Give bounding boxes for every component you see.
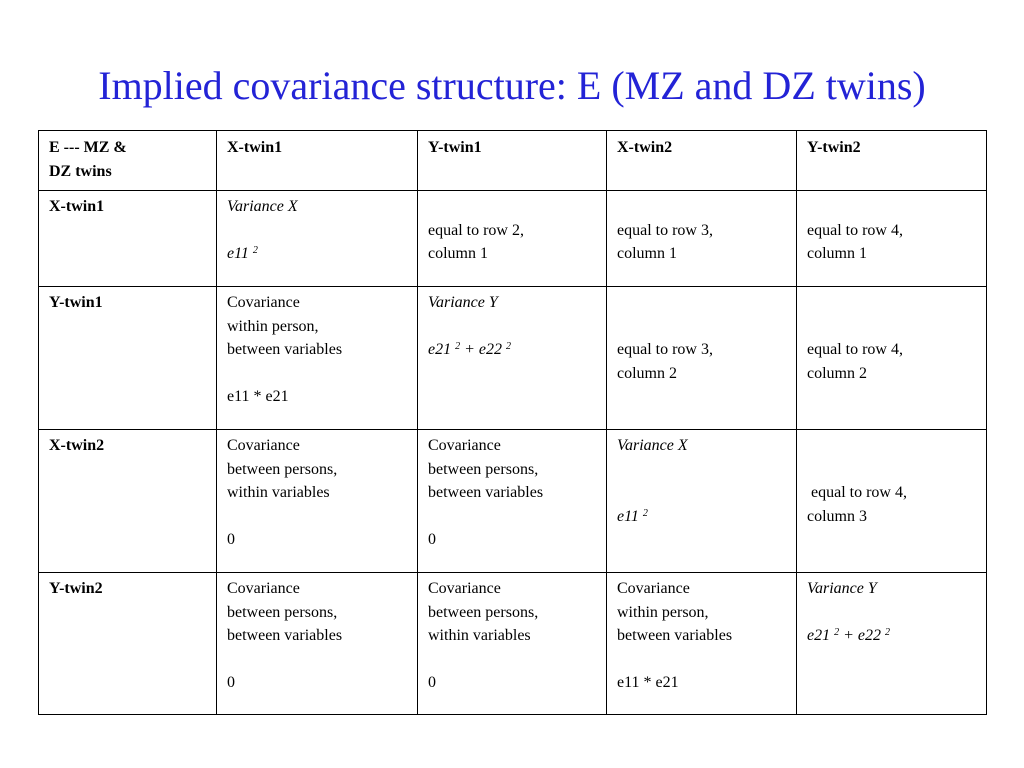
row-header-y-twin2: Y-twin2: [39, 573, 217, 715]
col-header-x-twin2: X-twin2: [607, 131, 797, 191]
variance-label: Variance Y: [428, 294, 498, 311]
cell-r4-c3: Covariance within person, between variables e11 * e21: [607, 573, 797, 715]
variance-label: Variance Y: [807, 580, 877, 597]
table-row: [39, 573, 987, 715]
cell-r4-c1: Covariance between persons, between variables 0: [217, 573, 418, 715]
row-header-x-twin1: X-twin1: [39, 191, 217, 287]
corner-header-cell: [39, 131, 217, 191]
table-row: [39, 430, 987, 573]
corner-label-line2: DZ twins: [49, 162, 112, 180]
cell-r1-c3: equal to row 3, column 1: [607, 191, 797, 287]
table-header-row: [39, 131, 987, 191]
cell-variance-x-twin2: [607, 430, 797, 573]
cell-r3-c4: equal to row 4, column 3: [797, 430, 987, 573]
col-header-x-twin1: X-twin1: [217, 131, 418, 191]
cell-r1-c4: equal to row 4, column 1: [797, 191, 987, 287]
cell-r2-c4: equal to row 4, column 2: [797, 287, 987, 430]
row-header-x-twin2: X-twin2: [39, 430, 217, 573]
cell-r2-c1: Covariance within person, between variables e11 * e21: [217, 287, 418, 430]
cell-variance-y-twin2: [797, 573, 987, 715]
row-header-y-twin1: Y-twin1: [39, 287, 217, 430]
cell-r3-c2: Covariance between persons, between variables 0: [418, 430, 607, 573]
col-header-y-twin2: Y-twin2: [797, 131, 987, 191]
col-header-y-twin1: Y-twin1: [418, 131, 607, 191]
cell-r3-c1: Covariance between persons, within variables 0: [217, 430, 418, 573]
variance-label: Variance X: [617, 437, 688, 454]
cell-r4-c2: Covariance between persons, within variables 0: [418, 573, 607, 715]
variance-formula: e21 $^2$ + e22 $^2$: [428, 341, 512, 358]
cell-r1-c2: equal to row 2, column 1: [418, 191, 607, 287]
cell-variance-x-twin1: [217, 191, 418, 287]
variance-formula: e11 $^2$: [617, 507, 648, 525]
cell-variance-y-twin1: [418, 287, 607, 430]
table-row: [39, 191, 987, 287]
corner-label-line1: E --- MZ &: [49, 139, 127, 156]
table-row: [39, 287, 987, 430]
variance-formula: e11 $^2$: [227, 245, 258, 262]
slide-title: Implied covariance structure: E (MZ and DZ twins): [98, 63, 926, 108]
variance-label: Variance X: [227, 198, 298, 215]
covariance-table: [38, 130, 987, 715]
cell-r2-c3: equal to row 3, column 2: [607, 287, 797, 430]
variance-formula: e21 $^2$ + e22 $^2$: [807, 627, 891, 644]
